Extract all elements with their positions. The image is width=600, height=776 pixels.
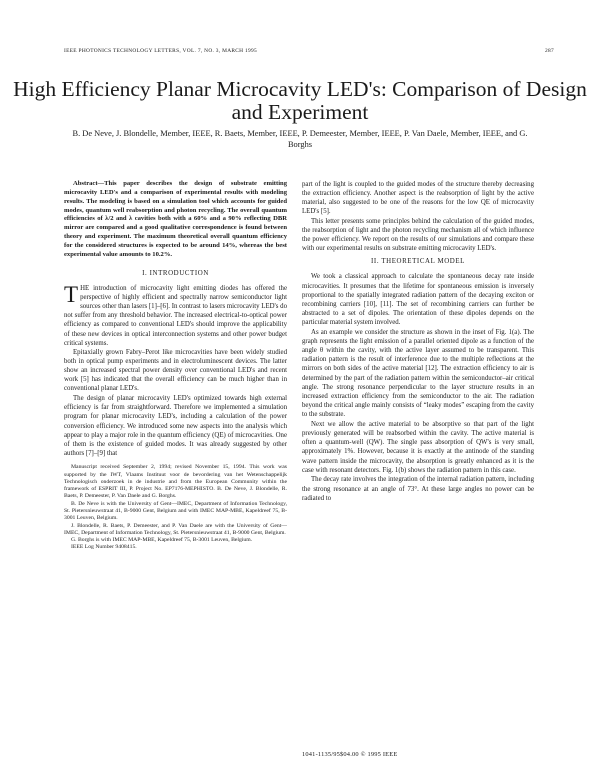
abstract: Abstract—This paper describes the design of substrate emitting microcavity LED's and a comparison of experimental results with modeling results. The modeling is based on a simulation tool which accounts for guided modes, quantum well reabsorption and photon recycling. The overall quantum efficiencies of λ/2 and λ cavities both with a 60% and a 90% reflecting DBR mirror are compared and a good qualitative correspondence is found between theory and experiment. The maximum theoretical overall quantum efficiency for the considered structures is expected to be around 14%, whereas the best experimental value amounts to 10.2%. (64, 180, 287, 258)
continued-paragraph: part of the light is coupled to the guided modes of the structure thereby decreasing the extraction efficiency. Another aspect is the reabsorption of light by the active material, also suggested to be one of the reasons for the low QE of microcavity LED's [5]. (302, 181, 534, 216)
footnote-author-2: J. Blondelle, R. Baets, P. Demeester, and P. Van Daele are with the University of Gent—IMEC, Department of Information Technology, St. Pietersnieuwstraat 41, B-9000 Gent, Belgium. (64, 522, 287, 536)
drop-cap: T (64, 281, 79, 307)
absorption-paragraph: Next we allow the active material to be absorptive so that part of the light previously generated will be reabsorbed within the cavity. The active material is often a quantum-well (QW). The single pass absorption of QW's is very small, approximately 1%. However, because it is exactly at the antinode of the standing wave pattern inside the microcavity, the absorption is greatly enhanced as it is the case with resonant detectors. Fig. 1(b) shows the radiation pattern in this case. (302, 420, 534, 474)
journal-line: IEEE PHOTONICS TECHNOLOGY LETTERS, VOL. 7, NO. 3, MARCH 1995 (64, 48, 257, 54)
footnotes (64, 464, 287, 552)
publication-code: 1041-1135/95$04.00 © 1995 IEEE (302, 751, 398, 758)
decay-paragraph: The decay rate involves the integration of the internal radiation pattern, including the strong resonance at an angle of 73°. At these large angles no power can be radiated to (302, 476, 534, 502)
author-list: B. De Neve, J. Blondelle, Member, IEEE, R. Baets, Member, IEEE, P. Demeester, Member, IEEE, P. Van Daele, Member, IEEE, and G. Borghs (72, 129, 528, 149)
footnote-author-1: B. De Neve is with the University of Gent—IMEC, Department of Information Technology, St. Pietersnieuwstraat 41, B-9000 Gent, Belgium and with IMEC MAP-MBE, Kapeldreef 75, B-3001 Leuven, Belgium. (64, 500, 287, 522)
right-column (302, 180, 534, 503)
intro-paragraph-1-text: HE introduction of microcavity light emitting diodes has offered the perspective of highly efficient and spectrally narrow semiconductor light sources other than lasers [1]–[6]. In contrast to lasers microcavity LED's do not suffer from any threshold behavior. The increased electrical-to-optical power efficiency as compared to conventional LED's should improve the applicability of these new devices in optical interconnection systems and other power budget critical systems. (64, 284, 287, 347)
paper-title: High Efficiency Planar Microcavity LED's: Comparison of Design and Experiment (13, 77, 587, 124)
footnote-log-number: IEEE Log Number 9408415. (71, 544, 137, 551)
left-column (64, 180, 287, 552)
intro-paragraph-1 (64, 281, 287, 348)
intro-paragraph-2: Epitaxially grown Fabry–Perot like microcavities have been widely studied both in optical pump experiments and in electroluminescent devices. The latter show an increased spectral power density over conventional LED's and recent work [5] has indicated that the overall efficiency can be much higher than in conventional planar LED's. (64, 348, 287, 393)
running-header (64, 48, 554, 54)
footnote-author-3: G. Borghs is with IMEC MAP-MBE, Kapeldreef 75, B-3001 Leuven, Belgium. (71, 537, 253, 544)
page-number: 287 (545, 48, 554, 54)
section-heading-introduction: I. INTRODUCTION (142, 269, 209, 277)
intro-paragraph-3: The design of planar microcavity LED's optimized towards high external efficiency is far from straightforward. Therefore we implemented a simulation program for planar microcavity LED's, including a calculation of the power conversion efficiency. We introduced some new aspects into the analysis which appear to play a major role in the quantum efficiency (QE) of microcavities. One of them is the existence of guided modes. It was already suggested by other authors [7]–[9] that (64, 395, 287, 458)
example-paragraph: As an example we consider the structure as shown in the inset of Fig. 1(a). The graph represents the light emission of a parallel oriented dipole as a function of the angle θ within the cavity, with the active layer assumed to be transparent. This radiation pattern is the result of interference due to the multiple reflections at the mirrors on both sides of the active material [12]. The extraction efficiency to air is determined by the part of the radiation pattern within the semiconductor–air critical angle. The strong resonance perpendicular to the layer structure results in an increased extraction efficiency from the semiconductor to the air. The radiation beyond the critical angle mainly consists of “leaky modes” escaping from the cavity to the substrate. (302, 328, 534, 419)
letter-paragraph: This letter presents some principles behind the calculation of the guided modes, the reabsorption of light and the photon recycling mechanism all of which influence the power efficiency. We report on the results of our simulations and compare these with our experimental results on substrate emitting microcavity LED's. (302, 217, 534, 253)
section-heading-theoretical-model: II. THEORETICAL MODEL (371, 258, 465, 266)
footnote-manuscript: Manuscript received September 2, 1994; revised November 15, 1994. This work was supported by the IWT, Vlaams Instituut voor de bevordering van het Wetenschappelijk Technologisch onderzoek in de industrie and from the European Community within the framework of ESPRIT III, P. Project No. EP7176-MEPHISTO. B. De Neve, J. Blondelle, R. Baets, P. Demeester, P. Van Daele and G. Borghs. (64, 464, 287, 500)
model-paragraph: We took a classical approach to calculate the spontaneous decay rate inside microcavities. It presumes that the lifetime for spontaneous emission is inversely proportional to the spatially integrated radiation pattern of the decaying exciton or recombining carriers [10], [11]. The set of recombining carriers can further be abstracted to a set of dipoles. The orientation of these dipoles depends on the particular material system involved. (302, 273, 534, 327)
